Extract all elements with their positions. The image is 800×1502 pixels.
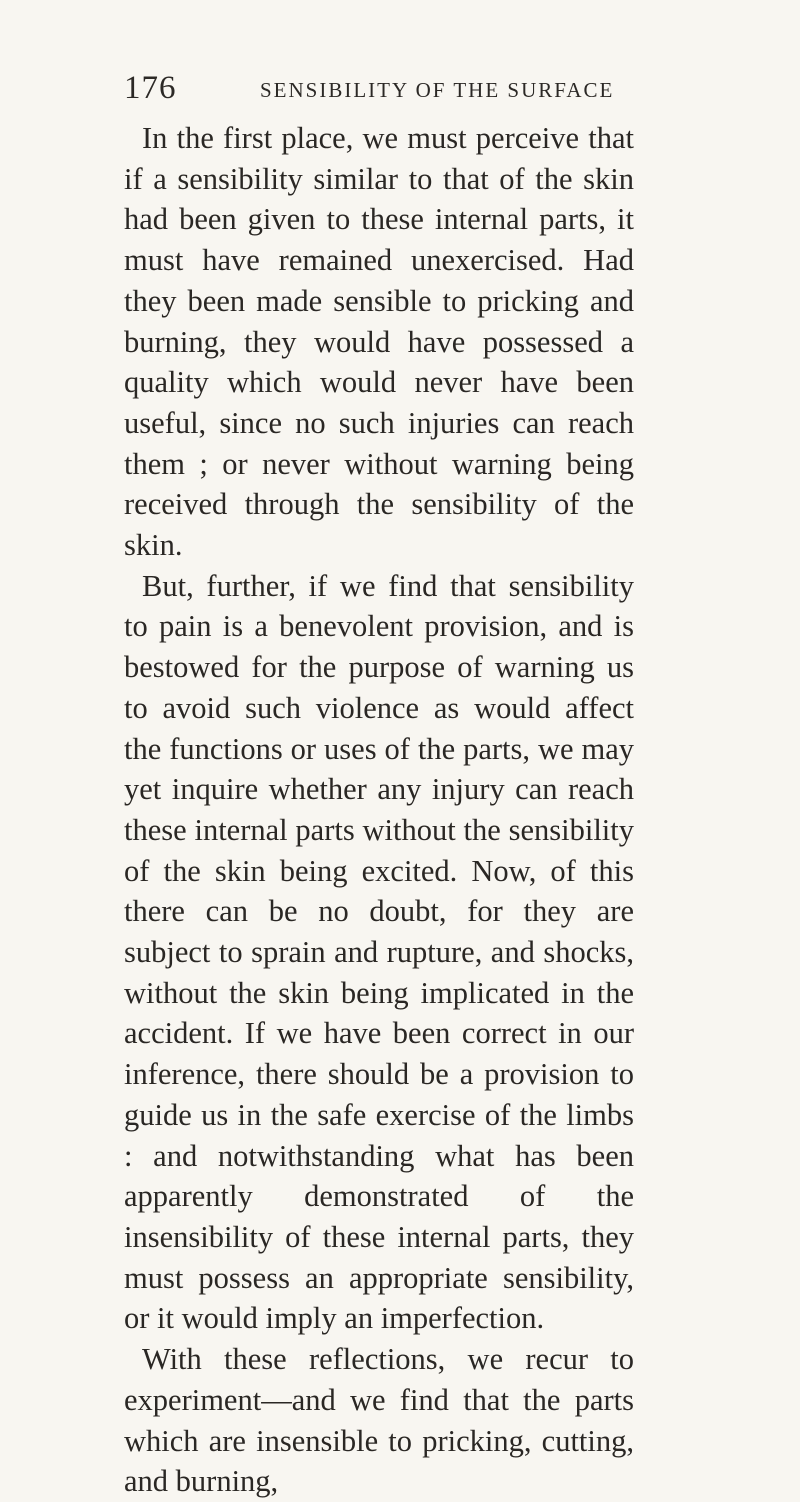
running-title: SENSIBILITY OF THE SURFACE xyxy=(260,78,615,102)
page-number: 176 xyxy=(124,70,177,106)
body-text xyxy=(124,118,634,1502)
page-header xyxy=(124,70,644,110)
paragraph-3: With these reflections, we recur to experiment—and we find that the parts which are insensible to pricking, cutting, and burning, xyxy=(124,1342,634,1499)
paragraph-1: In the first place, we must perceive that if a sensibility similar to that of the skin had been given to these internal parts, it must have remained unexercised. Had they been made sensible to pricking and burning, they would have possessed a quality which would never have been useful, since no such injuries can reach them ; or never without warning being received through the sensibility of the skin. xyxy=(124,121,634,563)
paragraph-2: But, further, if we find that sensibility to pain is a benevolent provision, and is bestowed for the purpose of warning us to avoid such violence as would affect the functions or uses of the parts, we may yet inquire whether any injury can reach these internal parts without the sensibility of the skin being excited. Now, of this there can be no doubt, for they are subject to sprain and rupture, and shocks, without the skin being implicated in the accident. If we have been correct in our inference, there should be a provision to guide us in the safe exercise of the limbs : and notwithstanding what has been apparently demonstrated of the insensibility of these internal parts, they must possess an appropriate sensibility, or it would imply an imperfection. xyxy=(124,568,634,1336)
